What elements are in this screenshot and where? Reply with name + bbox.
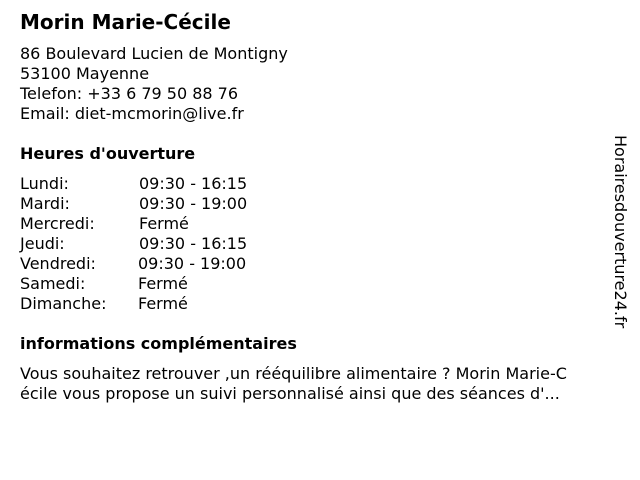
day-label: Dimanche:: [20, 294, 107, 313]
business-name: Morin Marie-Cécile: [20, 10, 231, 34]
hours-row-wednesday: [20, 214, 320, 234]
address-street: 86 Boulevard Lucien de Montigny: [20, 44, 288, 63]
day-label: Samedi:: [20, 274, 86, 293]
opening-hours-list: [20, 174, 320, 314]
day-label: Jeudi:: [20, 234, 65, 253]
hours-row-tuesday: [20, 194, 320, 214]
hours-row-saturday: [20, 274, 320, 294]
day-label: Lundi:: [20, 174, 69, 193]
additional-info-heading: informations complémentaires: [20, 334, 297, 353]
additional-info-text: [20, 364, 620, 404]
hours-value: 09:30 - 19:00: [138, 254, 247, 273]
address-city: 53100 Mayenne: [20, 64, 150, 83]
hours-row-monday: [20, 174, 320, 194]
phone-number: Telefon: +33 6 79 50 88 76: [20, 84, 239, 103]
info-line: Vous souhaitez retrouver ,un rééquilibre alimentaire ? Morin Marie-C: [20, 364, 567, 383]
hours-value: Fermé: [139, 214, 189, 233]
hours-row-friday: [20, 254, 320, 274]
hours-row-sunday: [20, 294, 320, 314]
day-label: Vendredi:: [20, 254, 96, 273]
day-label: Mercredi:: [20, 214, 95, 233]
hours-value: 09:30 - 19:00: [139, 194, 248, 213]
day-label: Mardi:: [20, 194, 70, 213]
hours-value: 09:30 - 16:15: [139, 174, 248, 193]
opening-hours-heading: Heures d'ouverture: [20, 144, 196, 163]
hours-value: Fermé: [138, 274, 188, 293]
hours-value: 09:30 - 16:15: [139, 234, 248, 253]
contact-block: [20, 44, 288, 124]
email-address: Email: diet-mcmorin@live.fr: [20, 104, 244, 123]
info-line: écile vous propose un suivi personnalisé ainsi que des séances d'...: [20, 384, 560, 403]
site-watermark: Horairesdouverture24.fr: [611, 135, 630, 329]
hours-row-thursday: [20, 234, 320, 254]
hours-value: Fermé: [138, 294, 188, 313]
